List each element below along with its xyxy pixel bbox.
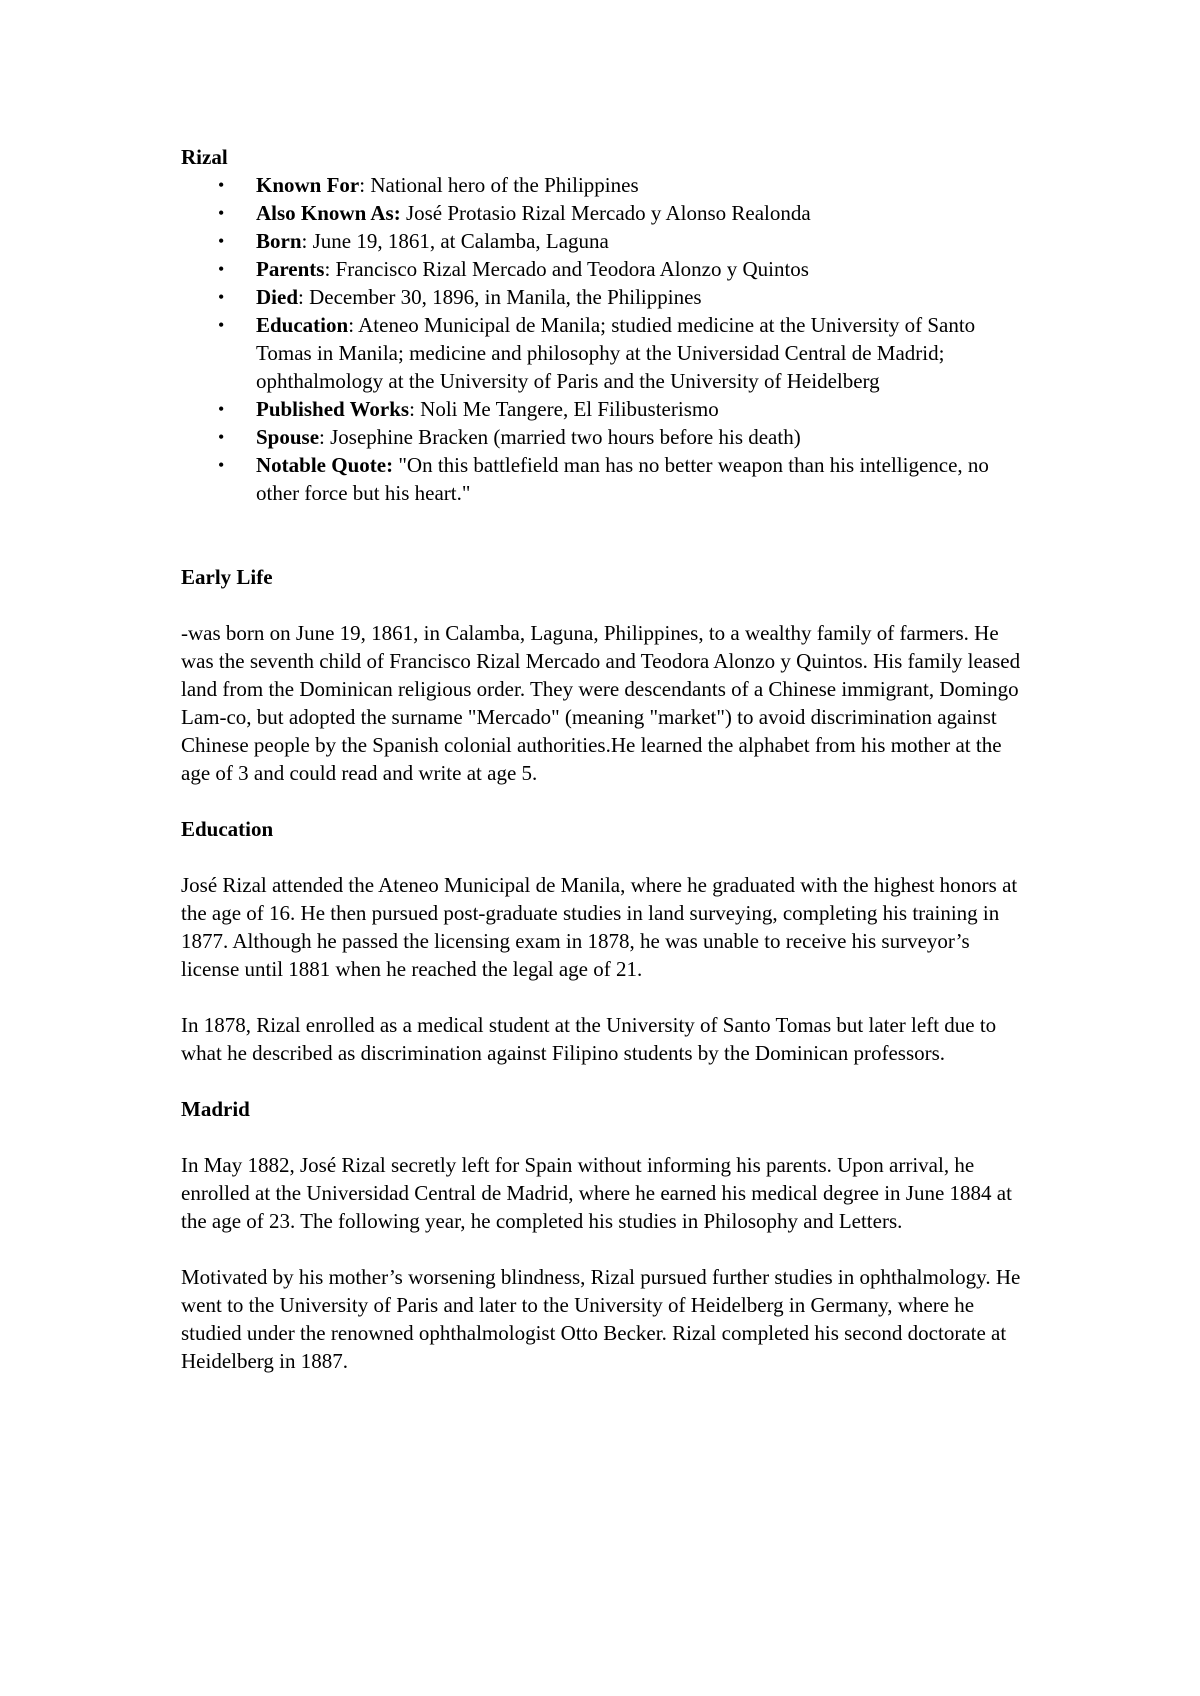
fact-text: : Ateneo Municipal de Manila; studied medicine at the University of Santo Tomas in Manila; medicine and philosophy at the Universidad Central de Madrid; ophthalmology at the University of Paris and the University of Heidelberg <box>256 313 976 393</box>
madrid-paragraph: Motivated by his mother’s worsening blindness, Rizal pursued further studies in ophthalmology. He went to the University of Paris and later to the University of Heidelberg in Germany, where he studied under the renowned ophthalmologist Otto Becker. Rizal completed his second doctorate at Heidelberg in 1887. <box>181 1265 1021 1373</box>
fact-text: : December 30, 1896, in Manila, the Philippines <box>298 285 702 309</box>
fact-label: Also Known As: <box>256 201 401 225</box>
section-heading-education: Education <box>181 817 274 841</box>
education-paragraph: In 1878, Rizal enrolled as a medical student at the University of Santo Tomas but later left due to what he described as discrimination against Filipino students by the Dominican professors. <box>181 1013 997 1065</box>
document-page <box>181 143 1031 1375</box>
fact-text: : June 19, 1861, at Calamba, Laguna <box>301 229 609 253</box>
fact-text: : Noli Me Tangere, El Filibusterismo <box>409 397 719 421</box>
section-heading-early-life: Early Life <box>181 565 273 589</box>
bullet-icon: • <box>218 399 225 419</box>
facts-list <box>181 171 1031 507</box>
fact-label: Education <box>256 313 349 337</box>
bullet-icon: • <box>218 427 225 447</box>
fact-label: Born <box>256 229 302 253</box>
fact-label: Known For <box>256 173 360 197</box>
spacer <box>181 1123 1031 1151</box>
fact-item-died <box>218 283 1031 311</box>
education-paragraph: José Rizal attended the Ateneo Municipal de Manila, where he graduated with the highest honors at the age of 16. He then pursued post-graduate studies in land surveying, completing his training in 1877. Although he passed the licensing exam in 1878, he was unable to receive his surveyor’s license until 1881 when he reached the legal age of 21. <box>181 873 1018 981</box>
spacer <box>181 787 1031 815</box>
fact-text: : Josephine Bracken (married two hours before his death) <box>319 425 801 449</box>
fact-label: Spouse <box>256 425 320 449</box>
madrid-paragraph: In May 1882, José Rizal secretly left for Spain without informing his parents. Upon arrival, he enrolled at the Universidad Central de Madrid, where he earned his medical degree in June 1884 at the age of 23. The following year, he completed his studies in Philosophy and Letters. <box>181 1153 1012 1233</box>
bullet-icon: • <box>218 231 225 251</box>
fact-text: : National hero of the Philippines <box>359 173 639 197</box>
section-heading-madrid: Madrid <box>181 1097 250 1121</box>
bullet-icon: • <box>218 315 225 335</box>
document-title: Rizal <box>181 145 228 169</box>
bullet-icon: • <box>218 203 225 223</box>
fact-text: : Francisco Rizal Mercado and Teodora Alonzo y Quintos <box>324 257 809 281</box>
fact-item-published-works <box>218 395 1031 423</box>
spacer <box>181 1067 1031 1095</box>
fact-item-born <box>218 227 1031 255</box>
fact-label: Parents <box>256 257 325 281</box>
fact-item-spouse <box>218 423 1031 451</box>
fact-item-known-for <box>218 171 1031 199</box>
fact-item-also-known-as <box>218 199 1031 227</box>
spacer <box>181 507 1031 563</box>
fact-label: Published Works <box>256 397 410 421</box>
fact-item-education <box>218 311 1031 395</box>
bullet-icon: • <box>218 455 225 475</box>
spacer <box>181 983 1031 1011</box>
spacer <box>181 1235 1031 1263</box>
fact-item-parents <box>218 255 1031 283</box>
bullet-icon: • <box>218 259 225 279</box>
fact-text: José Protasio Rizal Mercado y Alonso Realonda <box>400 201 811 225</box>
fact-label: Notable Quote: <box>256 453 394 477</box>
early-life-paragraph: -was born on June 19, 1861, in Calamba, Laguna, Philippines, to a wealthy family of farmers. He was the seventh child of Francisco Rizal Mercado and Teodora Alonzo y Quintos. His family leased land from the Dominican religious order. They were descendants of a Chinese immigrant, Domingo Lam-co, but adopted the surname "Mercado" (meaning "market") to avoid discrimination against Chinese people by the Spanish colonial authorities.He learned the alphabet from his mother at the age of 3 and could read and write at age 5. <box>181 621 1021 785</box>
bullet-icon: • <box>218 287 225 307</box>
spacer <box>181 591 1031 619</box>
bullet-icon: • <box>218 175 225 195</box>
fact-item-notable-quote <box>218 451 1031 507</box>
fact-text: "On this battlefield man has no better weapon than his intelligence, no other force but his heart." <box>256 453 989 505</box>
spacer <box>181 843 1031 871</box>
fact-label: Died <box>256 285 298 309</box>
